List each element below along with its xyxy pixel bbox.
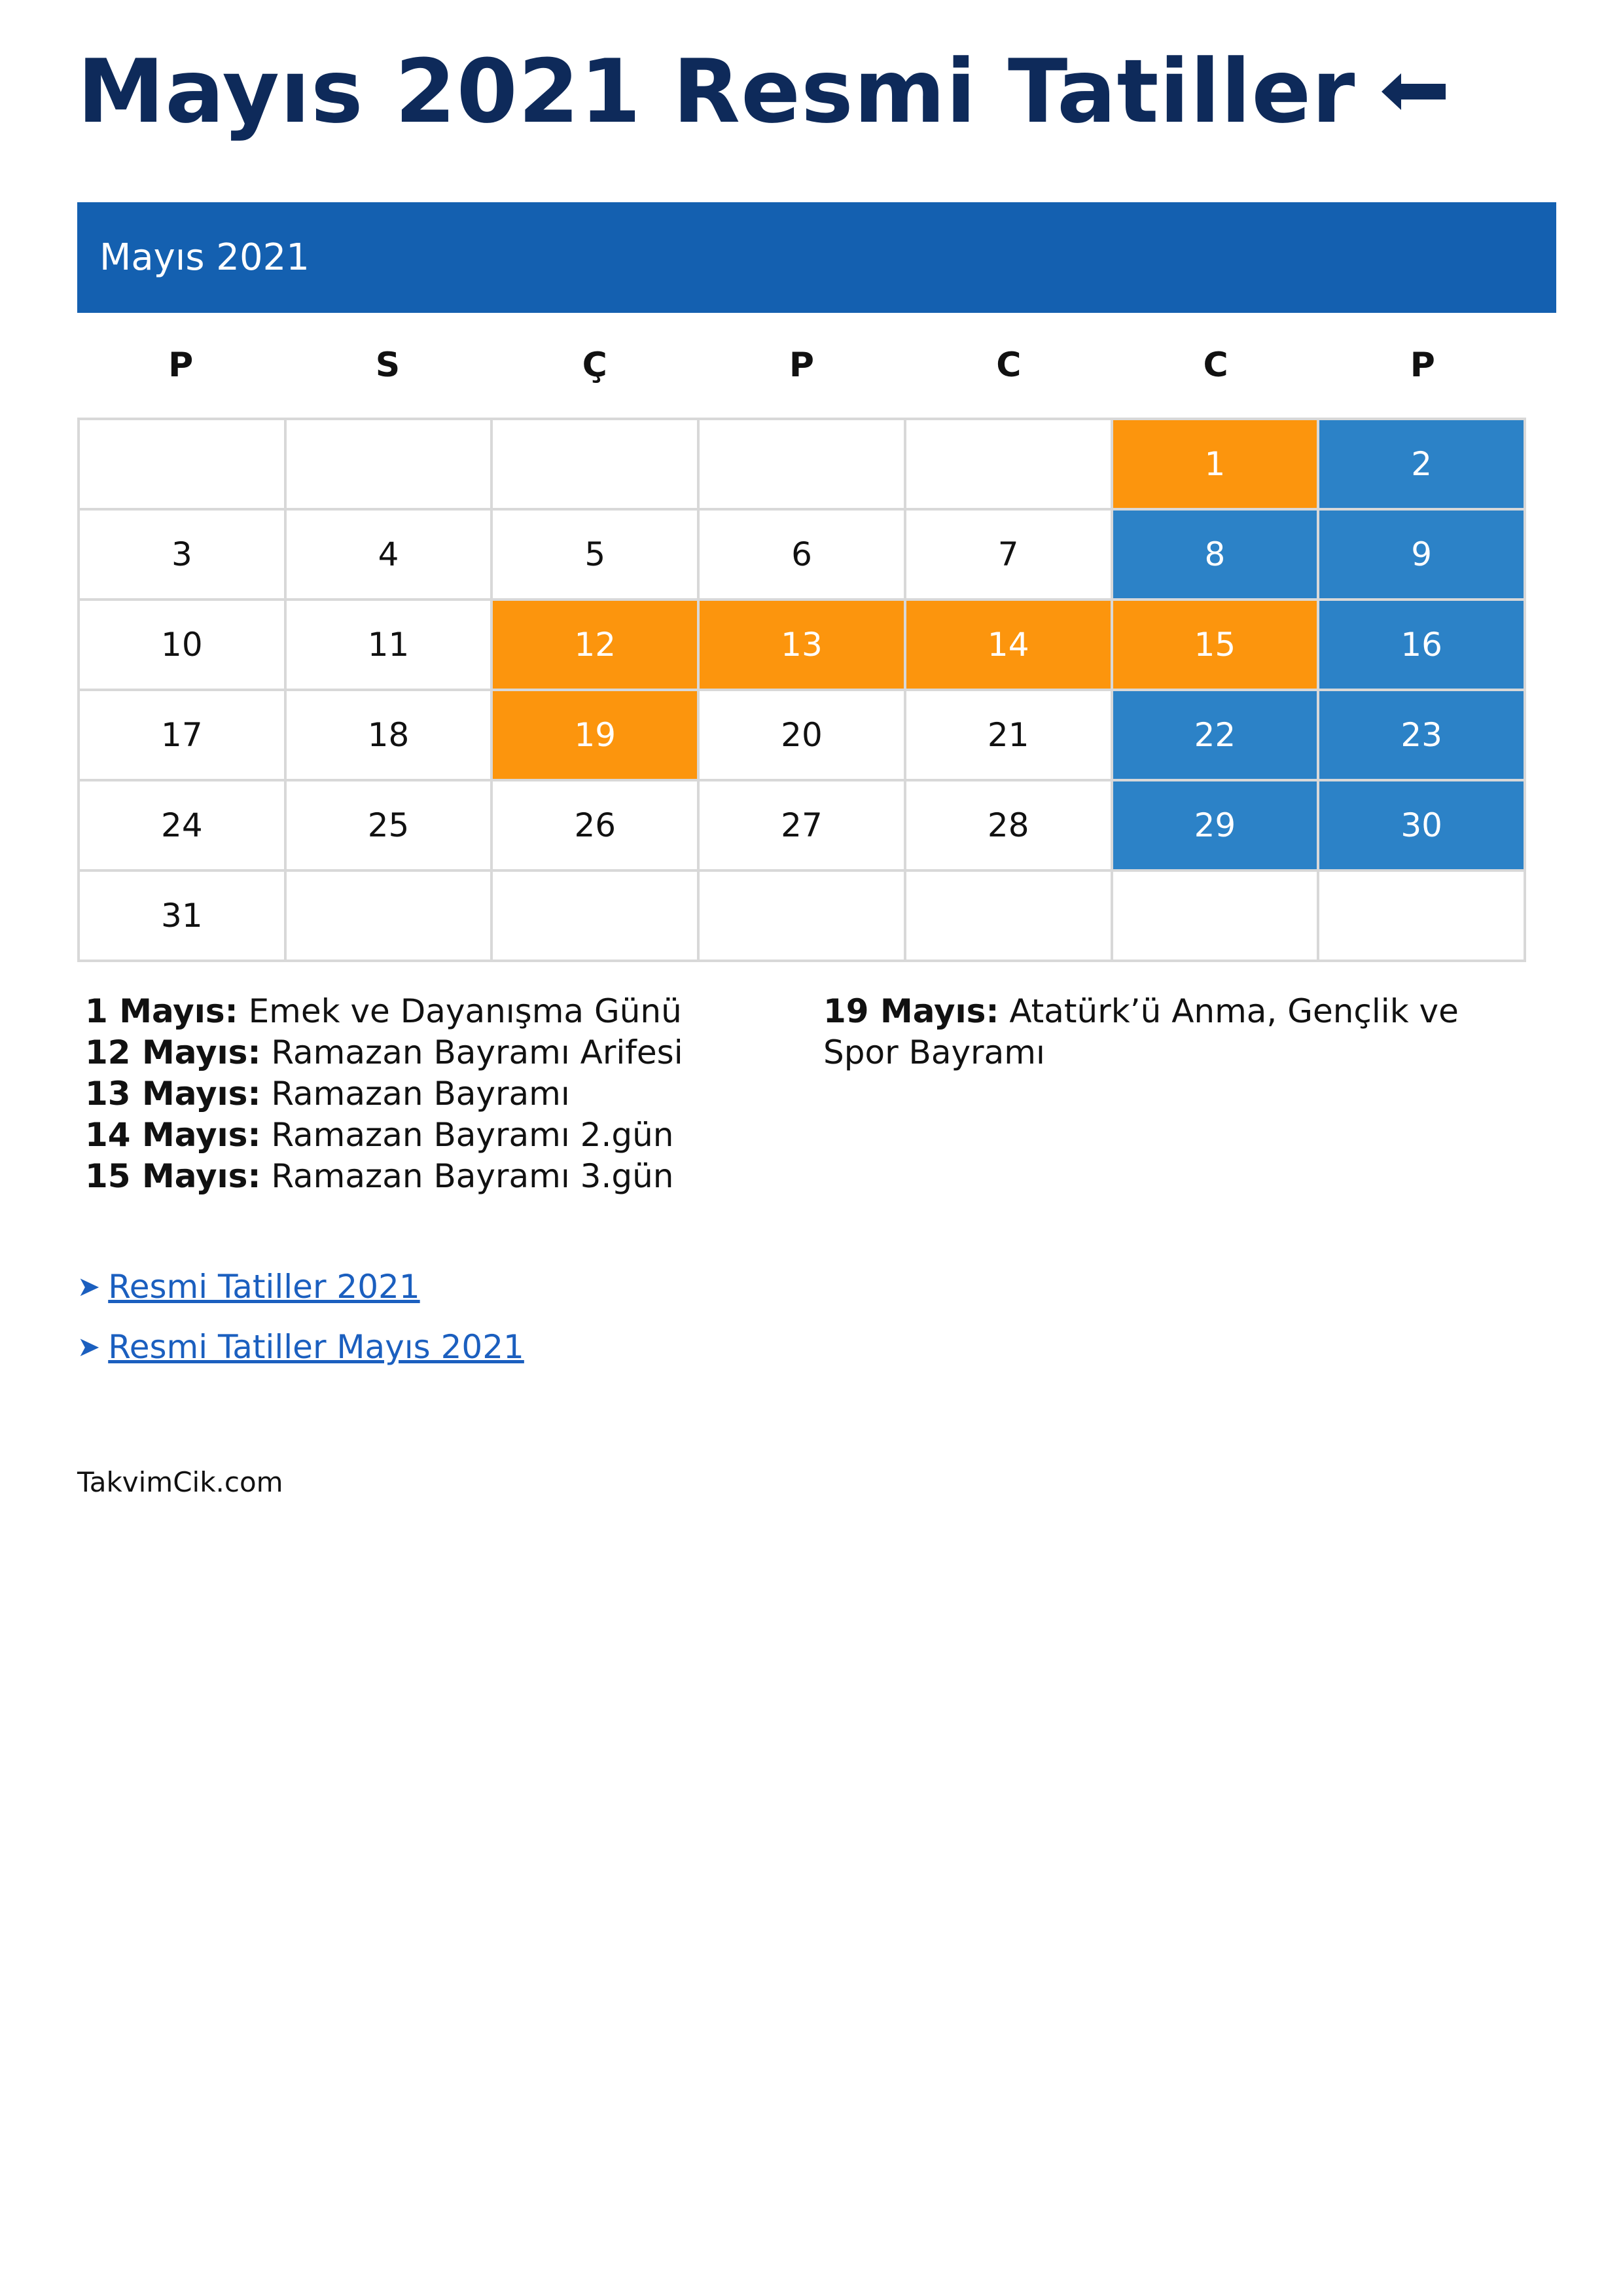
- page-title-text: Mayıs 2021 Resmi Tatiller: [77, 41, 1356, 143]
- calendar-empty-cell: [287, 872, 493, 962]
- calendar-day: 6: [700, 511, 906, 601]
- holiday-item: [823, 991, 1543, 1073]
- calendar-day: 4: [287, 511, 493, 601]
- calendar-empty-cell: [80, 420, 287, 511]
- weekday-label: C: [996, 346, 1022, 385]
- weekday-label: P: [168, 346, 194, 385]
- calendar-empty-cell: [493, 420, 700, 511]
- calendar-day: 7: [906, 511, 1113, 601]
- holiday-date: 14 Mayıs:: [85, 1116, 261, 1154]
- link-resmi-tatiller-2021[interactable]: Resmi Tatiller 2021: [108, 1268, 420, 1306]
- holiday-date: 1 Mayıs:: [85, 992, 238, 1030]
- holiday-name: Emek ve Dayanışma Günü: [248, 992, 682, 1030]
- calendar-day: 28: [906, 781, 1113, 872]
- calendar-day: 22: [1113, 691, 1320, 781]
- weekday-label: P: [789, 346, 815, 385]
- arrowhead-icon: ➤: [77, 1331, 101, 1363]
- holiday-item: [85, 1115, 823, 1156]
- holiday-item: [85, 1156, 823, 1197]
- holiday-date: 12 Mayıs:: [85, 1033, 261, 1071]
- calendar-day: 23: [1319, 691, 1526, 781]
- calendar-day: 30: [1319, 781, 1526, 872]
- holiday-name: Ramazan Bayramı 3.gün: [271, 1157, 674, 1195]
- holiday-name: Ramazan Bayramı Arifesi: [271, 1033, 683, 1071]
- holiday-date: 19 Mayıs:: [823, 992, 999, 1030]
- calendar-day: 21: [906, 691, 1113, 781]
- related-link-row: [77, 1317, 524, 1377]
- related-links: [77, 1257, 524, 1377]
- calendar-grid: [77, 418, 1526, 962]
- calendar-day: 29: [1113, 781, 1320, 872]
- arrowhead-icon: ➤: [77, 1270, 101, 1302]
- calendar-day: 27: [700, 781, 906, 872]
- weekday-label: P: [1410, 346, 1435, 385]
- calendar-day: 1: [1113, 420, 1320, 511]
- calendar-day: 3: [80, 511, 287, 601]
- calendar-empty-cell: [287, 420, 493, 511]
- link-resmi-tatiller-mayis-2021[interactable]: Resmi Tatiller Mayıs 2021: [108, 1328, 524, 1366]
- calendar-empty-cell: [1113, 872, 1320, 962]
- weekday-label: S: [375, 346, 401, 385]
- calendar-day: 9: [1319, 511, 1526, 601]
- calendar-day: 18: [287, 691, 493, 781]
- calendar-empty-cell: [493, 872, 700, 962]
- holiday-item: [85, 1073, 823, 1115]
- holiday-legend: [85, 991, 1551, 1197]
- calendar-day: 25: [287, 781, 493, 872]
- holiday-item: [85, 991, 823, 1032]
- calendar-day: 2: [1319, 420, 1526, 511]
- month-header-label: Mayıs 2021: [99, 236, 310, 279]
- calendar-empty-cell: [906, 872, 1113, 962]
- related-link-row: [77, 1257, 524, 1317]
- month-header: [77, 202, 1556, 313]
- weekday-header-row: [77, 313, 1526, 418]
- calendar-day: 12: [493, 601, 700, 691]
- calendar-day: 26: [493, 781, 700, 872]
- calendar-empty-cell: [1319, 872, 1526, 962]
- calendar-empty-cell: [700, 872, 906, 962]
- calendar-day: 16: [1319, 601, 1526, 691]
- calendar-day: 10: [80, 601, 287, 691]
- calendar-day: 17: [80, 691, 287, 781]
- calendar-day: 31: [80, 872, 287, 962]
- calendar-day: 15: [1113, 601, 1320, 691]
- weekday-label: C: [1203, 346, 1228, 385]
- holiday-legend-right: [823, 991, 1543, 1197]
- page-title: [77, 41, 1447, 143]
- calendar-day: 11: [287, 601, 493, 691]
- holiday-name: Ramazan Bayramı 2.gün: [271, 1116, 674, 1154]
- holiday-name: Atatürk’ü Anma, Gençlik ve Spor Bayramı: [823, 992, 1459, 1071]
- calendar-day: 13: [700, 601, 906, 691]
- calendar-empty-cell: [906, 420, 1113, 511]
- calendar-day: 19: [493, 691, 700, 781]
- weekday-label: Ç: [582, 346, 607, 385]
- holiday-name: Ramazan Bayramı: [271, 1075, 570, 1113]
- calendar-day: 20: [700, 691, 906, 781]
- holiday-legend-left: [85, 991, 823, 1197]
- calendar-day: 14: [906, 601, 1113, 691]
- calendar-day: 5: [493, 511, 700, 601]
- calendar-empty-cell: [700, 420, 906, 511]
- holiday-item: [85, 1032, 823, 1073]
- calendar-day: 24: [80, 781, 287, 872]
- site-footer: TakvimCik.com: [77, 1466, 283, 1498]
- holiday-date: 15 Mayıs:: [85, 1157, 261, 1195]
- calendar-day: 8: [1113, 511, 1320, 601]
- holiday-date: 13 Mayıs:: [85, 1075, 261, 1113]
- left-arrow-icon[interactable]: [1382, 72, 1447, 111]
